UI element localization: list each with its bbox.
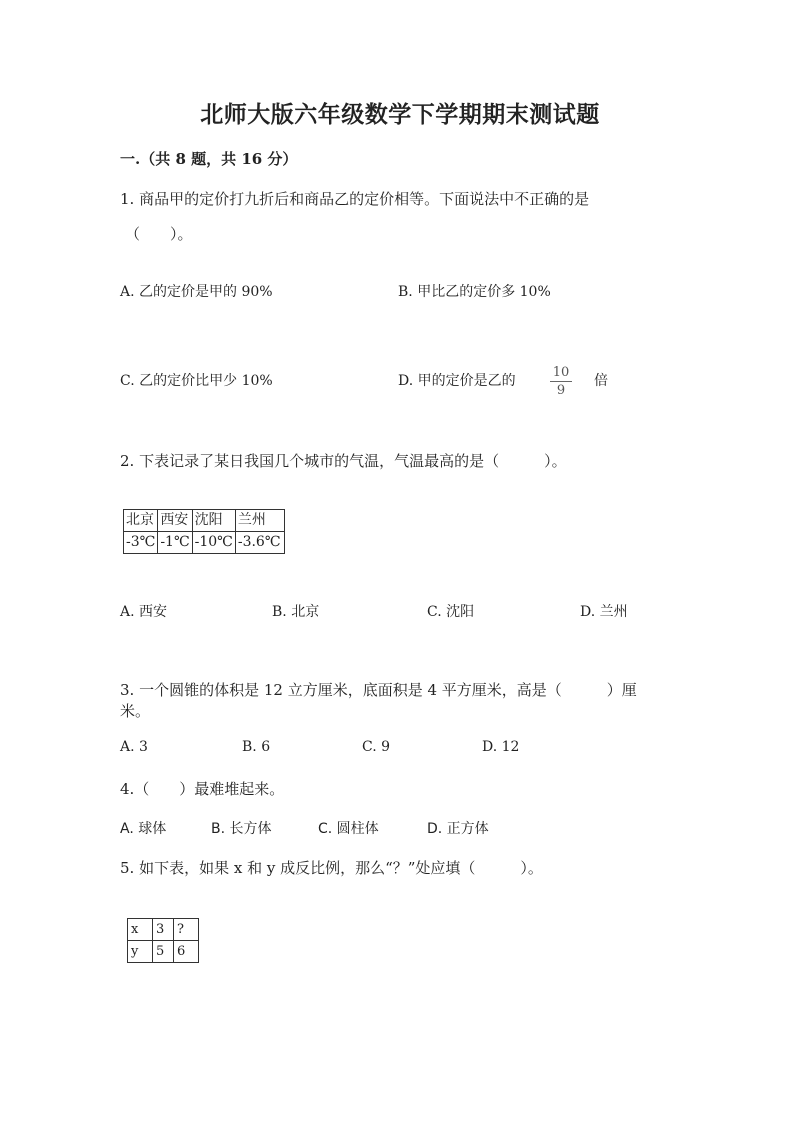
table-cell: y: [128, 941, 153, 963]
table-cell: -3.6℃: [235, 532, 284, 554]
page-title: 北师大版六年级数学下学期期末测试题: [200, 101, 600, 128]
table-cell: x: [128, 919, 153, 941]
question-4-option-a: A. 球体: [120, 821, 167, 837]
question-5-stem: 5. 如下表，如果 x 和 y 成反比例，那么“？”处应填（ ）。: [120, 859, 543, 877]
question-3-stem-line-1: 3. 一个圆锥的体积是 12 立方厘米，底面积是 4 平方厘米，高是（ ）厘: [120, 681, 637, 699]
question-2-option-d: D. 兰州: [580, 604, 628, 620]
question-1-stem: 1. 商品甲的定价打九折后和商品乙的定价相等。下面说法中不正确的是: [120, 190, 590, 208]
question-4-stem: 4.（ ）最难堆起来。: [120, 780, 285, 798]
question-2-option-c: C. 沈阳: [427, 604, 475, 620]
table-row: [124, 510, 285, 532]
question-1-option-a: A. 乙的定价是甲的 90%: [120, 284, 273, 300]
question-1-option-c: C. 乙的定价比甲少 10%: [120, 373, 273, 389]
table-cell: 5: [153, 941, 174, 963]
fraction-denominator: 9: [556, 383, 566, 398]
table-cell: -3℃: [124, 532, 158, 554]
question-4-option-d: D. 正方体: [427, 821, 489, 837]
section-header: 一.（共 8 题，共 16 分）: [120, 150, 298, 168]
table-row: [124, 532, 285, 554]
question-4-option-b: B. 长方体: [211, 821, 272, 837]
question-1-option-d-prefix: D. 甲的定价是乙的: [398, 373, 516, 389]
table-row: [128, 919, 199, 941]
table-cell: 西安: [158, 510, 192, 532]
fraction-numerator: 10: [552, 365, 570, 380]
question-2-option-b: B. 北京: [272, 604, 320, 620]
question-3-option-b: B. 6: [242, 739, 271, 755]
question-2-option-a: A. 西安: [120, 604, 168, 620]
question-2-stem: 2. 下表记录了某日我国几个城市的气温，气温最高的是（ ）。: [120, 452, 567, 470]
question-3-option-a: A. 3: [120, 739, 148, 755]
fraction-bar: [550, 381, 572, 382]
table-cell: -10℃: [192, 532, 235, 554]
table-row: [128, 941, 199, 963]
temperature-table: [123, 509, 285, 554]
table-cell: 兰州: [235, 510, 284, 532]
table-cell: ?: [174, 919, 199, 941]
question-4-option-c: C. 圆柱体: [318, 821, 379, 837]
table-cell: 沈阳: [192, 510, 235, 532]
table-cell: 3: [153, 919, 174, 941]
table-cell: -1℃: [158, 532, 192, 554]
fraction-ten-ninths: [548, 365, 574, 398]
proportion-table: [127, 918, 199, 963]
question-1-option-b: B. 甲比乙的定价多 10%: [398, 284, 551, 300]
question-1-option-d-suffix: 倍: [594, 373, 608, 389]
table-cell: 北京: [124, 510, 158, 532]
question-3-option-c: C. 9: [362, 739, 391, 755]
question-1-blank: （ ）。: [125, 225, 193, 243]
table-cell: 6: [174, 941, 199, 963]
question-3-stem-line-2: 米。: [120, 702, 151, 720]
question-3-option-d: D. 12: [482, 739, 520, 755]
